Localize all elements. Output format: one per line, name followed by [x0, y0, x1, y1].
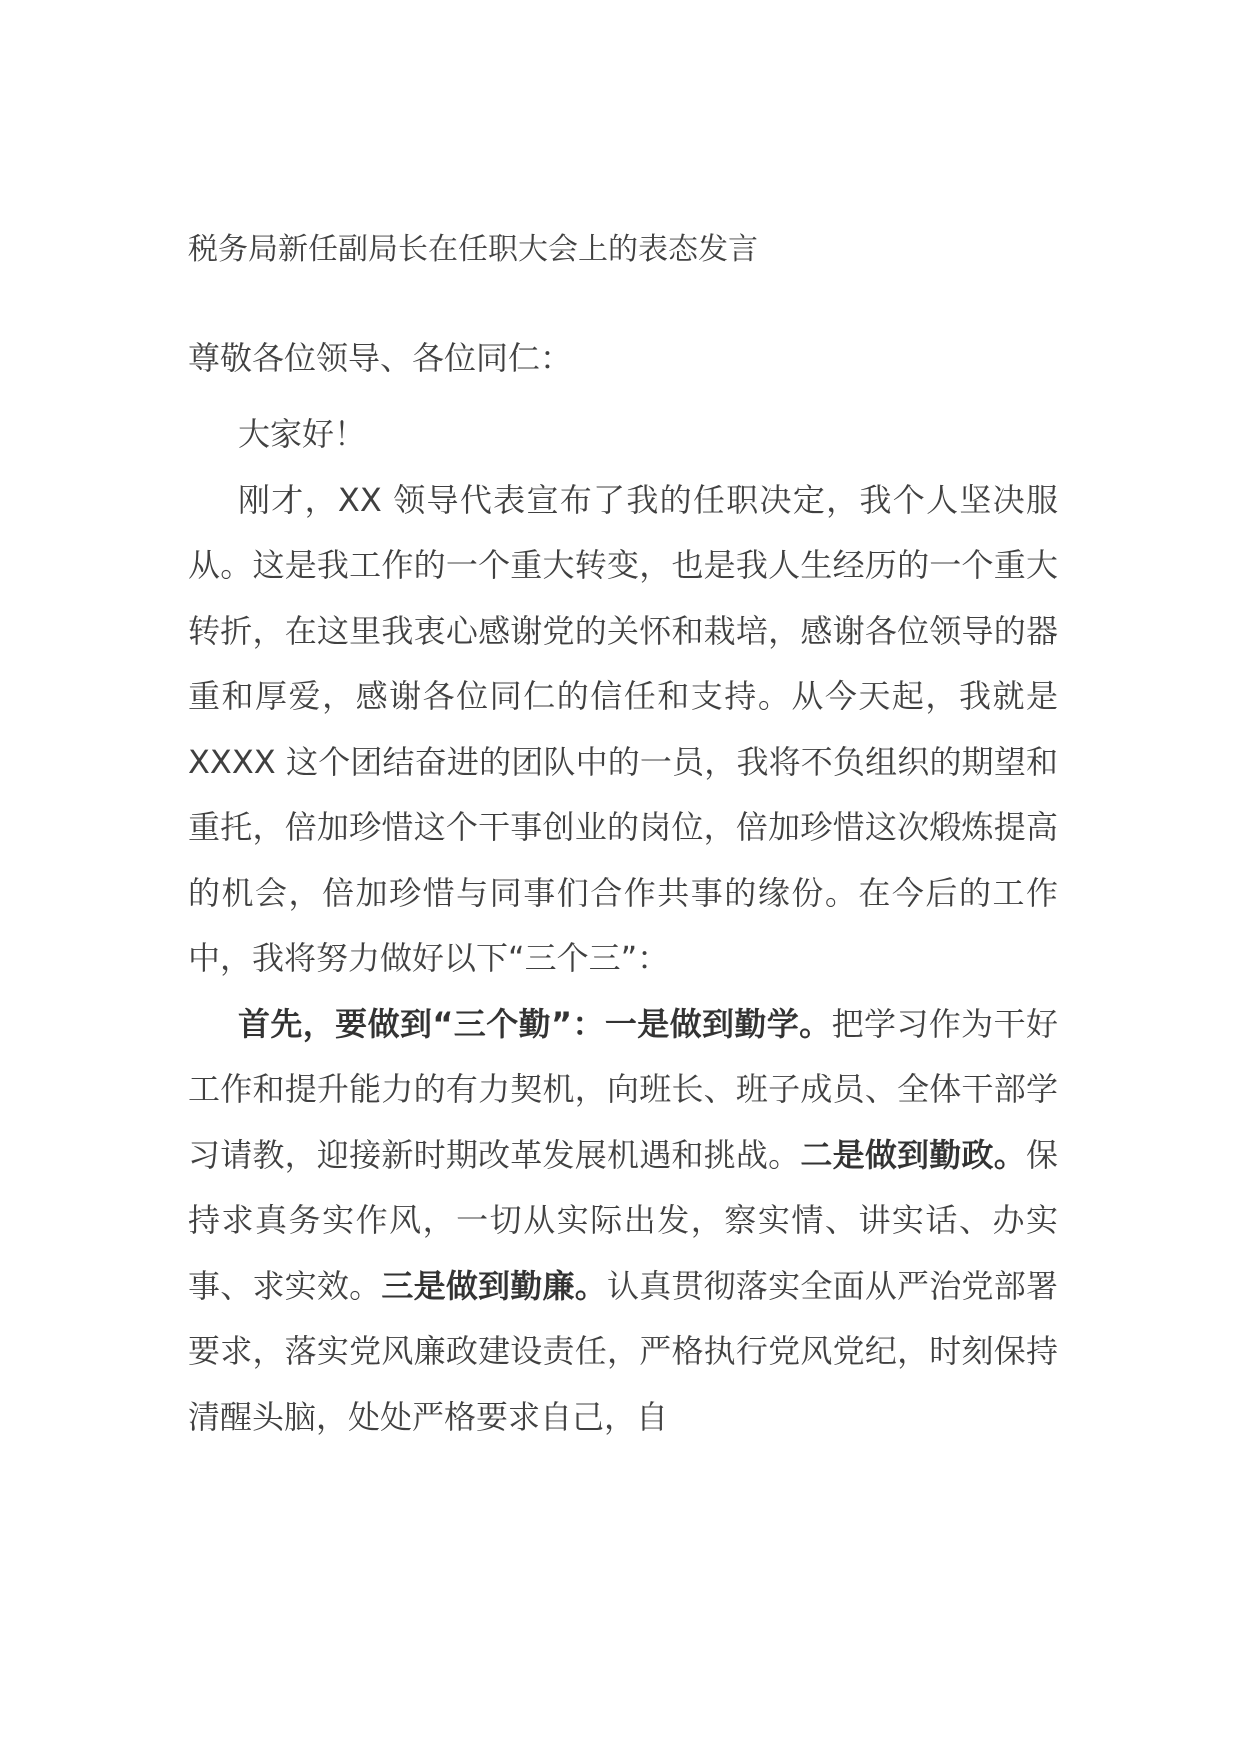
- document-body: [188, 402, 1058, 1450]
- paragraph-greeting: [188, 402, 1058, 468]
- point-three-heading: 三是做到勤廉。: [381, 1266, 607, 1305]
- point-one-text: 把学习作为干好工作和提升能力的有力契机，向班长、班子成员、全体干部学习请教，迎接新时期改革发展机遇和挑战。: [188, 1004, 1058, 1174]
- greeting-text: 大家好！: [238, 415, 367, 453]
- paragraph-three-diligence: [188, 992, 1058, 1451]
- intro-text: 刚才，XX 领导代表宣布了我的任职决定，我个人坚决服从。这是我工作的一个重大转变，也是我人生经历的一个重大转折，在这里我衷心感谢党的关怀和栽培，感谢各位领导的器重和厚爱，感谢各位同仁的信任和支持。从今天起，我就是 XXXX 这个团结奋进的团队中的一员，我将不负组织的期望和重托，倍加珍惜这个干事创业的岗位，倍加珍惜这次煅炼提高的机会，倍加珍惜与同事们合作共事的缘份。在今后的工作中，我将努力做好以下“三个三”：: [188, 480, 1058, 977]
- document-title: 税务局新任副局长在任职大会上的表态发言: [188, 232, 758, 267]
- point-three-text: 认真贯彻落实全面从严治党部署要求，落实党风廉政建设责任，严格执行党风党纪，时刻保持清醒头脑，处处严格要求自己，自: [188, 1266, 1058, 1436]
- point-two-text: 保持求真务实作风，一切从实际出发，察实情、讲实话、办实事、求实效。: [188, 1135, 1058, 1305]
- section-heading: 首先，要做到“三个勤”：: [238, 1004, 605, 1043]
- salutation: 尊敬各位领导、各位同仁：: [188, 339, 573, 377]
- point-one-heading: 一是做到勤学。: [604, 1004, 832, 1043]
- point-two-heading: 二是做到勤政。: [800, 1135, 1026, 1174]
- paragraph-intro: [188, 468, 1058, 992]
